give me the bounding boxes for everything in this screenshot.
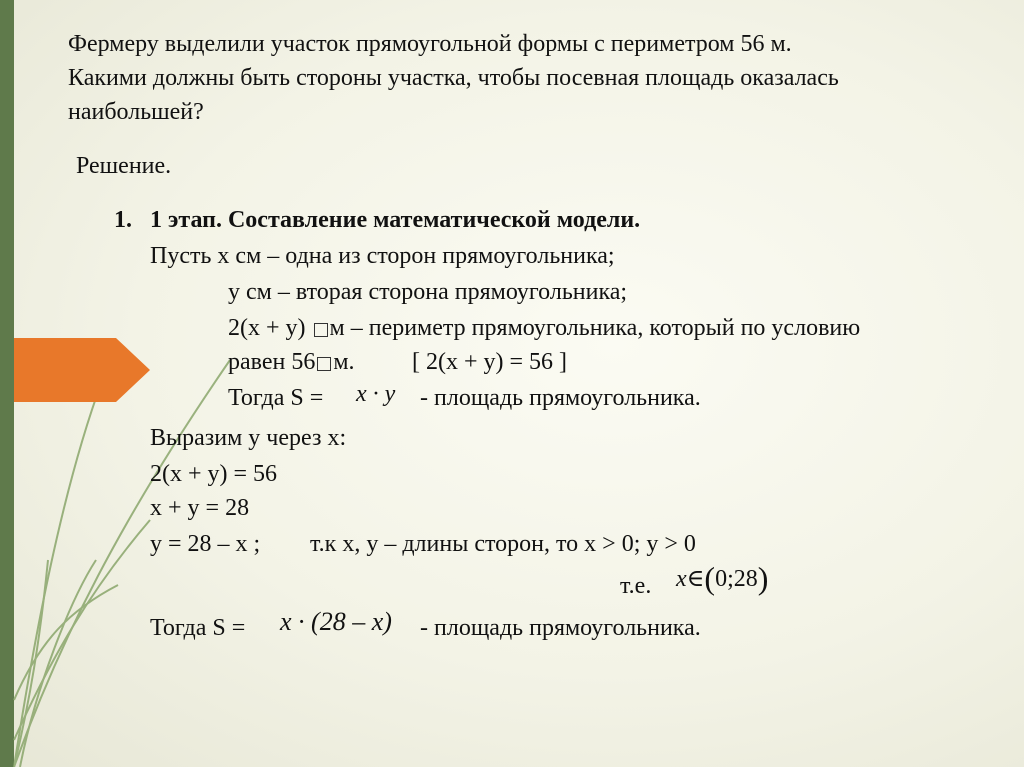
express-label: Выразим y через x: xyxy=(150,425,347,451)
missing-glyph-icon xyxy=(314,323,328,337)
equation-bracket: [ 2(x + y) = 56 ] xyxy=(412,349,568,375)
orange-arrow-icon xyxy=(14,338,150,402)
problem-line-1: Фермеру выделили участок прямоугольной формы с периметром 56 м. xyxy=(68,31,792,57)
step-title: 1 этап. Составление математической модели. xyxy=(150,207,641,233)
problem-line-2: Какими должны быть стороны участка, чтобы посевная площадь оказалась xyxy=(68,65,839,91)
condition-text: т.к x, y – длины сторон, то x > 0; y > 0 xyxy=(310,531,696,557)
equation-2: x + y = 28 xyxy=(150,495,250,521)
equation-1: 2(x + y) = 56 xyxy=(150,461,278,487)
perimeter-line xyxy=(228,314,860,342)
then-s-label-2: Тогда S = xyxy=(150,615,246,641)
domain-open-paren: ( xyxy=(704,560,716,596)
te-label: т.е. xyxy=(620,573,652,599)
step-number: 1. xyxy=(114,207,132,233)
domain-range: 0;28 xyxy=(715,566,758,592)
area-text: - площадь прямоугольника. xyxy=(420,385,701,411)
equals-text: равен 56 xyxy=(228,349,316,375)
perimeter-expr: 2(x + y) xyxy=(228,315,306,341)
domain-expr xyxy=(676,560,769,596)
equation-3: y = 28 – x ; xyxy=(150,531,261,557)
equals-unit: м. xyxy=(333,349,355,375)
domain-x: x∈ xyxy=(676,566,705,592)
formula-xy: x · y xyxy=(356,381,396,407)
let-x-line: Пусть x см – одна из сторон прямоугольника; xyxy=(150,243,615,269)
perimeter-text: м – периметр прямоугольника, который по условию xyxy=(329,315,861,341)
solution-label: Решение. xyxy=(76,153,172,179)
let-y-line: y см – вторая сторона прямоугольника; xyxy=(228,279,628,305)
formula-final: x · (28 – x) xyxy=(280,607,392,636)
domain-close-paren: ) xyxy=(757,560,769,596)
equals-line xyxy=(228,348,355,376)
area-text-2: - площадь прямоугольника. xyxy=(420,615,701,641)
then-s-label: Тогда S = xyxy=(228,385,324,411)
problem-line-3: наибольшей? xyxy=(68,99,204,125)
missing-glyph-icon xyxy=(317,357,331,371)
